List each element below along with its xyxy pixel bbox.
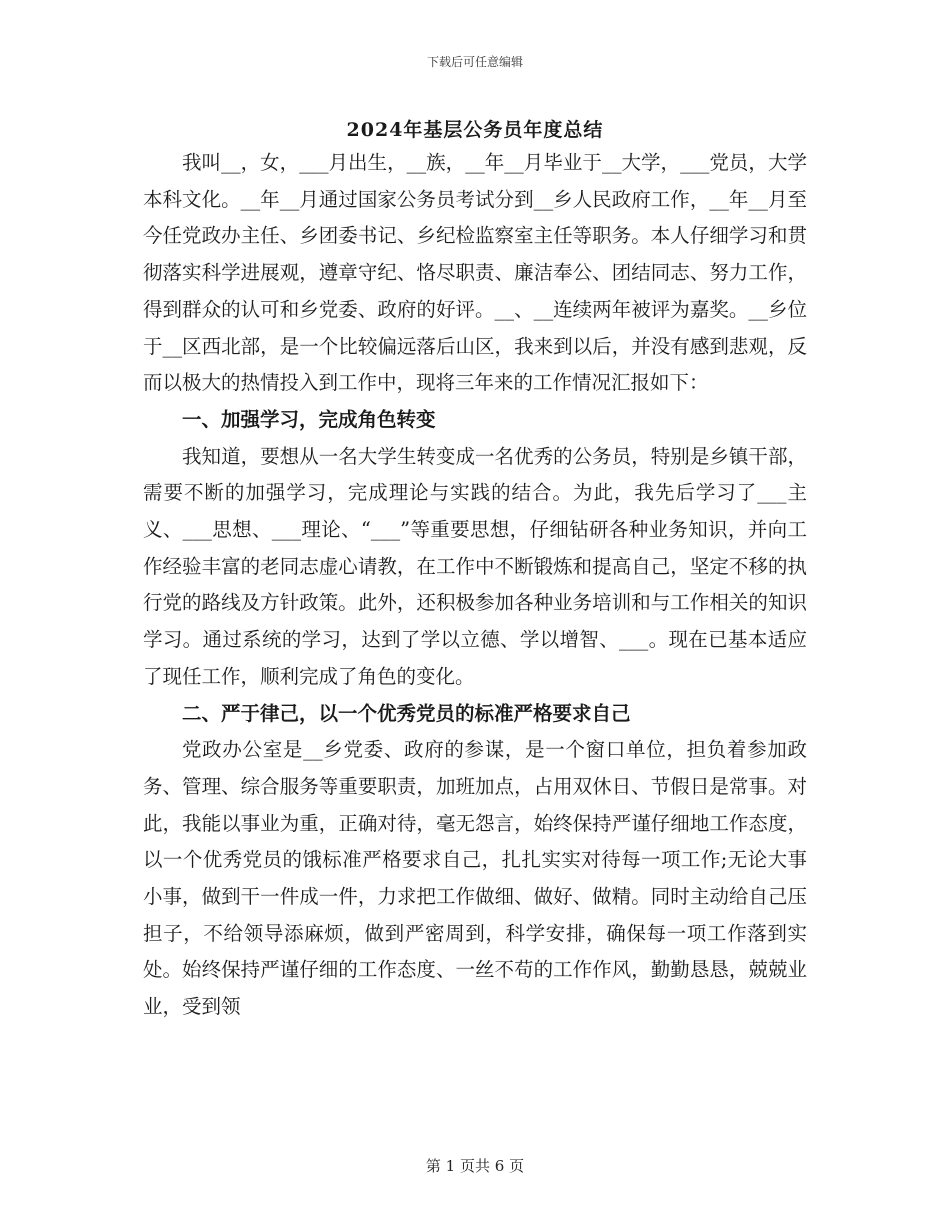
page-header-note: 下载后可任意编辑 (426, 55, 523, 69)
section-2-paragraph: 党政办公室是__乡党委、政府的参谋，是一个窗口单位，担负着参加政务、管理、综合服务等重要职责，加班加点，占用双休日、节假日是常事。对此，我能以事业为重，正确对待，毫无怨言，始终保持严谨仔细地工作态度，以一个优秀党员的饿标准严格要求自己，扎扎实实对待每一项工作;无论大事小事，做到干一件成一件，力求把工作做细、做好、做精。同时主动给自己压担子，不给领导添麻烦，做到严密周到，科学安排，确保每一项工作落到实处。始终保持严谨仔细的工作态度、一丝不苟的工作作风，勤勤恳恳，兢兢业业，受到领 (143, 738, 807, 1019)
document-body (143, 145, 807, 1026)
page-footer: 第 1 页共 6 页 (425, 1157, 525, 1175)
section-heading-1: 一、加强学习，完成角色转变 (182, 407, 436, 431)
document-title: 2024年基层公务员年度总结 (346, 119, 604, 141)
section-1-paragraph: 我知道，要想从一名大学生转变成一名优秀的公务员，特别是乡镇干部，需要不断的加强学习，完成理论与实践的结合。为此，我先后学习了___主义、___思想、___理论、“___”等重要思想，仔细钻研各种业务知识，并向工作经验丰富的老同志虚心请教，在工作中不断锻炼和提高自己，坚定不移的执行党的路线及方针政策。此外，还积极参加各种业务培训和与工作相关的知识学习。通过系统的学习，达到了学以立德、学以增智、___。现在已基本适应了现任工作，顺利完成了角色的变化。 (143, 444, 807, 688)
intro-paragraph: 我叫__，女，___月出生，__族，__年__月毕业于__大学，___党员，大学本科文化。__年__月通过国家公务员考试分到__乡人民政府工作，__年__月至今任党政办主任、乡团委书记、乡纪检监察室主任等职务。本人仔细学习和贯彻落实科学进展观，遵章守纪、恪尽职责、廉洁奉公、团结同志、努力工作，得到群众的认可和乡党委、政府的好评。__、__连续两年被评为嘉奖。__乡位于__区西北部，是一个比较偏远落后山区，我来到以后，并没有感到悲观，反而以极大的热情投入到工作中，现将三年来的工作情况汇报如下： (143, 151, 807, 395)
section-heading-2: 二、严于律己，以一个优秀党员的标准严格要求自己 (182, 701, 631, 725)
